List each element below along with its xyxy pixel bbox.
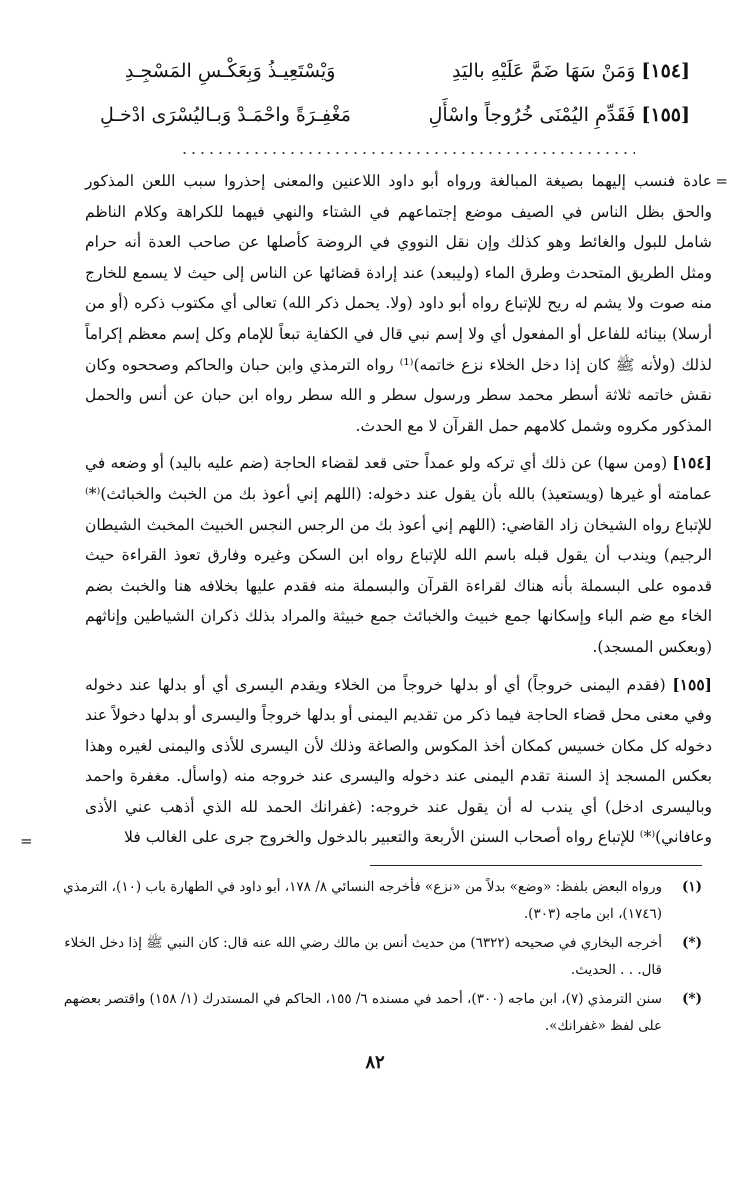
footnote-number: (*) [682,991,702,1007]
verse-number: [١٥٥] [641,104,690,126]
footnote-number: (*) [682,935,702,951]
paragraph-verse-number: [١٥٤] [672,453,712,473]
continuation-mark-end: = [20,832,33,850]
page-number: ٨٢ [365,1052,385,1073]
commentary-paragraph [85,166,712,441]
footnote-text: أخرجه البخاري في صحيحه (٦٣٢٢) من حديث أنس بن مالك رضي الله عنه قال: كان النبي ﷺ إذا دخل الخلاء قال. . . الحديث. [64,935,662,978]
footnote [60,874,702,928]
paragraph-text: (ومن سها) عن ذلك أي تركه ولو عمداً حتى قعد لقضاء الحاجة (ضم عليه باليد) أو وضعه في عمامته أو غيرها (ويستعيذ) بالله بأن يقول عند دخوله: (اللهم إني أعوذ بك من الخبث والخبائث)⁽*⁾ للإتباع رواه الشيخان زاد القاضي: (اللهم إني أعوذ بك من الرجس النجس الخبيث المخبث الشيطان الرجيم) ويندب أن يقول قبله باسم الله للإتباع رواه ابن السكن وغيره وفارق تعوذ القراءة حيث قدموه على البسملة بأنه هناك لقراءة القرآن والبسملة منه فقدم عليها بخلافه هنا والخبث بضم الخاء مع ضم الباء وإسكانها جمع خبيث والخبائث جمع خبيثة والمراد بذلك ذكران الشياطين وإناثهم (وبعكس المسجد). [85,454,712,656]
footnote [60,986,702,1040]
footnote-text: ورواه البعض بلفظ: «وضع» بدلاً من «نزع» فأخرجه النسائي ٨/ ١٧٨، أبو داود في الطهارة باب (١٠)، الترمذي (١٧٤٦)، ابن ماجه (٣٠٣). [63,879,662,922]
continuation-mark-start: = [715,172,728,190]
verse-second-hemistich: مَغْفِـرَةً واحْمَـدْ وَبـاليُسْرَى ادْخـلِ [100,104,351,126]
commentary-body [85,166,712,853]
verse-first-hemistich: وَمَنْ سَهَا ضَمَّ عَلَيْهِ باليَدِ [452,60,636,82]
paragraph-text: (فقدم اليمنى خروجاً) أي أو بدلها خروجاً من الخلاء ويقدم اليسرى أي أو بدلها عند دخوله وفي معنى محل قضاء الحاجة فيما ذكر من تقديم اليمنى أو بدلها خروجاً واليسرى أو بدلها دخولاً عند دخوله كل مكان خسيس كمكان أخذ المكوس والصاغة وذلك لأن اليسرى للأذى واليمنى لغيره وهذا بعكس المسجد إذ السنة تقدم اليمنى عند دخوله واليسرى عند خروجه منه (واسأل. مغفرة واحمد وباليسرى ادخل) أي يندب له أن يقول عند خروجه: (غفرانك الحمد لله الذي أذهب عني الأذى وعافاني)⁽*⁾ للإتباع رواه أصحاب السنن الأربعة والتعبير بالدخول والخروج جرى على الغالب فلا [85,675,712,847]
verse-line [100,60,690,104]
footnote-number: (١) [681,879,702,895]
paragraph-text: عادة فنسب إليهما بصيغة المبالغة ورواه أبو داود اللاعنين والمعنى إحذروا سبب اللعن المذكور والحق بظل الناس في الصيف موضع إجتماعهم في الشتاء والنهي فيهما للكراهة وكلام الناظم شامل للبول والغائط وهو كذلك وإن نقل النووي في الروضة كأصلها عن صاحب العدة أنه حرام ومثل الطريق المتحدث وطرق الماء (وليبعد) عند إرادة قضائها عن الناس إلى حيث لا يسمع للخارج منه صوت ولا يشم له ريح للإتباع رواه أبو داود (ولا. يحمل ذكر الله) تعالى أي مكتوب ذكره (أو من أرسلا) بينائه للفاعل أو المفعول أي ولا إسم نبي قال في الكفاية تبعاً للإمام وكل إسم معظم إكراماً لذلك (ولأنه ﷺ كان إذا دخل الخلاء نزع خاتمه)⁽¹⁾ رواه الترمذي وابن حبان والحاكم وصححوه وكان نقش خاتمه ثلاثة أسطر محمد سطر ورسول سطر و الله سطر رواه ابن حبان عن أنس والحمل المذكور مكروه وشمل كلامهم حمل القرآن لا مع الحدث. [85,172,712,435]
verse-line [100,104,690,148]
commentary-paragraph [85,448,712,662]
verse-number: [١٥٤] [641,60,690,82]
verse-first-hemistich: فَقَدِّمِ اليُمْنَى خُرُوجاً واسْأَلِ [428,104,636,126]
footnote-separator [370,865,702,866]
paragraph-verse-number: [١٥٥] [672,674,712,694]
dotted-divider [180,150,635,156]
footnote [60,930,702,984]
footnote-text: سنن الترمذي (٧)، ابن ماجه (٣٠٠)، أحمد في مسنده ٦/ ١٥٥، الحاكم في المستدرك (١/ ١٥٨) واقتصر بعضهم على لفظ «غفرانك». [63,991,662,1034]
commentary-paragraph [85,670,712,854]
verse-block [100,60,690,148]
verse-second-hemistich: وَيْسْتَعِيـذُ وَبِعَكْـسِ المَسْجِـدِ [124,60,336,82]
